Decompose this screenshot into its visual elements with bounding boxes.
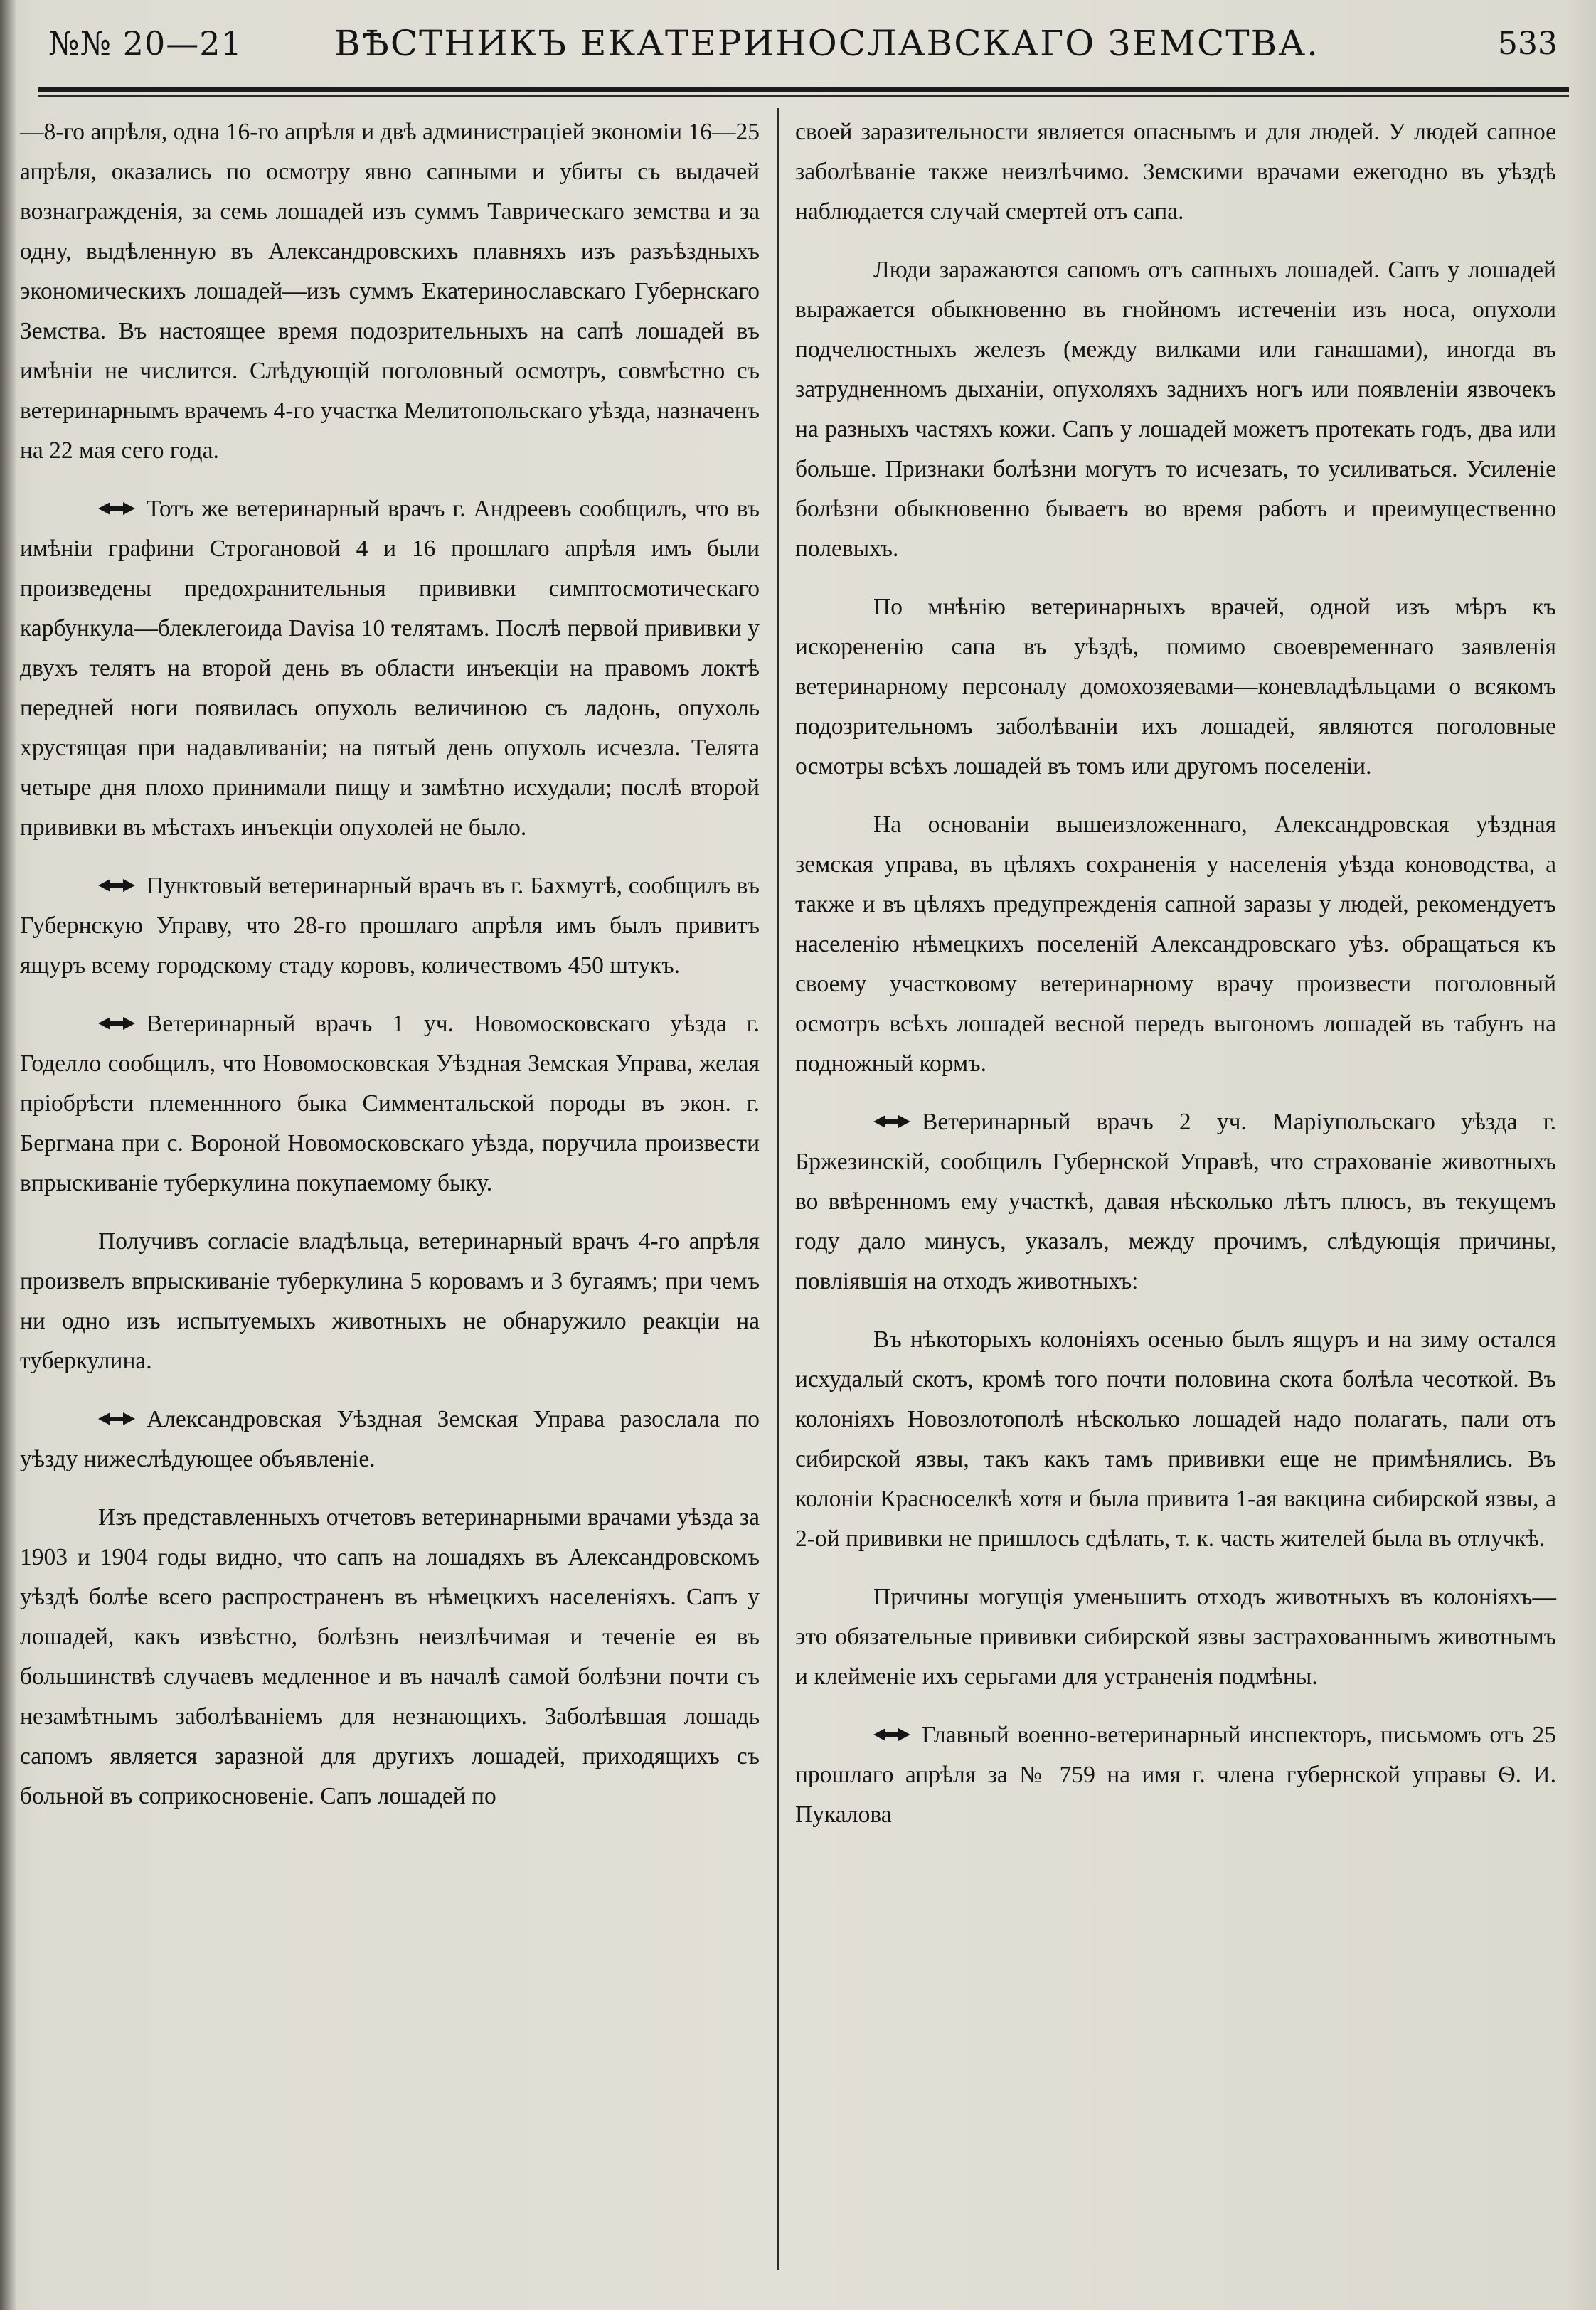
paragraph-text: Тотъ же ветеринарный врачъ г. Андреевъ сообщилъ, что въ имѣніи графини Строгановой 4 и 16 прошлаго апрѣля имъ были произведены предохранительныя прививки симптосмотическаго карбункула—блеклегоида Davisa 10 телятамъ. Послѣ первой прививки у двухъ телятъ на второй день въ области инъекціи на правомъ локтѣ передней ноги появилась опухоль величиною съ ладонь, опухоль хрустящая при надавливаніи; на пятый день опухоль исчезла. Телята четыре дня плохо принимали пищу и замѣтно исхудали; послѣ второй прививки въ мѣстахъ инъекціи опухолей не было. xyxy=(20,496,760,841)
paragraph-text: Причины могущія уменьшить отходъ животныхъ въ колоніяхъ—это обязательные прививки сибирской язвы застрахованнымъ животнымъ и клейменіе ихъ серьгами для устраненія подмѣны. xyxy=(795,1584,1556,1690)
left-paragraph-4 xyxy=(20,1004,760,1203)
page-number: 533 xyxy=(1498,26,1558,62)
page-header xyxy=(43,20,1565,70)
column-divider xyxy=(777,108,779,2270)
paragraph-text: По мнѣнію ветеринарныхъ врачей, одной изъ мѣръ къ искорененію сапа въ уѣздѣ, помимо своевременнаго заявленія ветеринарному персоналу домохозяевами—коневладѣльцами о всякомъ подозрительномъ заболѣваніи ихъ лошадей, являются поголовные осмотры всѣхъ лошадей въ томъ или другомъ поселеніи. xyxy=(795,594,1556,779)
paragraph-text: своей заразительности является опаснымъ и для людей. У людей сапное заболѣваніе также неизлѣчимо. Земскими врачами ежегодно въ уѣздѣ наблюдается случай смертей отъ сапа. xyxy=(795,119,1556,225)
header-rule-thick xyxy=(38,87,1569,92)
paragraph-text: Пунктовый ветеринарный врачъ въ г. Бахмутѣ, сообщилъ въ Губернскую Управу, что 28-го прошлаго апрѣля имъ былъ привитъ ящуръ всему городскому стаду коровъ, количествомъ 450 штукъ. xyxy=(20,873,760,979)
right-paragraph-6 xyxy=(795,1320,1556,1559)
journal-title: ВѢСТНИКЪ ЕКАТЕРИНОСЛАВСКАГО ЗЕМСТВА. xyxy=(334,23,1320,64)
paragraph-text: На основаніи вышеизложеннаго, Александровская уѣздная земская управа, въ цѣляхъ сохраненія у населенія уѣзда коноводства, а также и въ цѣляхъ предупрежденія сапной заразы у людей, рекомендуетъ населенію нѣмецкихъ поселеній Александровскаго уѣз. обращаться къ своему участковому ветеринарному врачу произвести поголовный осмотръ всѣхъ лошадей весной передъ выгономъ лошадей въ табунъ на подножный кормъ. xyxy=(795,811,1556,1077)
right-paragraph-8 xyxy=(795,1715,1556,1835)
left-paragraph-3 xyxy=(20,866,760,986)
paragraph-text: Въ нѣкоторыхъ колоніяхъ осенью былъ ящуръ и на зиму остался исхудалый скотъ, кромѣ того почти половина скота болѣла чесоткой. Въ колоніяхъ Новозлотополѣ нѣсколько лошадей надо полагать, пали отъ сибирской язвы, такъ какъ тамъ прививки еще не примѣнялись. Въ колоніи Красноселкѣ хотя и была привита 1-ая вакцина сибирской язвы, а 2-ой прививки не пришлось сдѣлать, т. к. часть жителей была въ отлучкѣ. xyxy=(795,1326,1556,1552)
left-column xyxy=(20,112,760,1835)
right-column xyxy=(795,112,1556,1853)
right-paragraph-2 xyxy=(795,250,1556,569)
paragraph-text: Ветеринарный врачъ 2 уч. Маріупольскаго уѣзда г. Бржезинскій, сообщилъ Губернской Управѣ, что страхованіе животныхъ во ввѣренномъ ему участкѣ, давая нѣсколько лѣтъ плюсъ, въ текущемъ году дало минусъ, указалъ, между прочимъ, слѣдующія причины, повліявшія на отходъ животныхъ: xyxy=(795,1109,1556,1294)
left-paragraph-6 xyxy=(20,1400,760,1479)
left-paragraph-7 xyxy=(20,1498,760,1816)
right-paragraph-3 xyxy=(795,587,1556,787)
left-paragraph-1 xyxy=(20,112,760,471)
paragraph-text: Получивъ согласіе владѣльца, ветеринарный врачъ 4-го апрѣля произвелъ впрыскиваніе туберкулина 5 коровамъ и 3 бугаямъ; при чемъ ни одно изъ испытуемыхъ животныхъ не обнаружило реакціи на туберкулина. xyxy=(20,1228,760,1374)
double-arrow-ornament-icon xyxy=(98,1016,135,1031)
right-paragraph-5 xyxy=(795,1102,1556,1302)
left-paragraph-5 xyxy=(20,1222,760,1381)
issue-number: №№ 20—21 xyxy=(48,24,243,63)
double-arrow-ornament-icon xyxy=(873,1114,910,1129)
right-paragraph-7 xyxy=(795,1577,1556,1697)
right-paragraph-1 xyxy=(795,112,1556,232)
paragraph-text: Изъ представленныхъ отчетовъ ветеринарными врачами уѣзда за 1903 и 1904 годы видно, что сапъ на лошадяхъ въ Александровскомъ уѣздѣ болѣе всего распространенъ въ нѣмецкихъ населеніяхъ. Сапъ у лошадей, какъ извѣстно, болѣзнь неизлѣчимая и теченіе ея въ большинствѣ случаевъ медленное и въ началѣ самой болѣзни почти съ незамѣтнымъ заболѣваніемъ для незнающихъ. Заболѣвшая лошадь сапомъ является заразной для другихъ лошадей, приходящихъ съ больной въ соприкосновеніе. Сапъ лошадей по xyxy=(20,1504,760,1809)
header-rule-thin xyxy=(38,95,1569,97)
left-paragraph-2 xyxy=(20,489,760,848)
double-arrow-ornament-icon xyxy=(98,878,135,893)
paragraph-text: Главный военно-ветеринарный инспекторъ, письмомъ отъ 25 прошлаго апрѣля за № 759 на имя г. члена губернской управы Ѳ. И. Пукалова xyxy=(795,1722,1556,1828)
double-arrow-ornament-icon xyxy=(98,501,135,516)
paragraph-text: Александровская Уѣздная Земская Управа разослала по уѣзду нижеслѣдующее объявленіе. xyxy=(20,1406,760,1472)
paragraph-text: Люди заражаются сапомъ отъ сапныхъ лошадей. Сапъ у лошадей выражается обыкновенно въ гнойномъ истеченіи изъ носа, опухоли подчелюстныхъ железъ (между вилками или ганашами), иногда въ затрудненномъ дыханіи, опухоляхъ заднихъ ногъ или появленіи язвочекъ на разныхъ частяхъ кожи. Сапъ у лошадей можетъ протекать годъ, два или больше. Признаки болѣзни могутъ то исчезать, то усиливаться. Усиленіе болѣзни обыкновенно бываетъ во время работъ и преимущественно полевыхъ. xyxy=(795,257,1556,562)
double-arrow-ornament-icon xyxy=(873,1728,910,1742)
double-arrow-ornament-icon xyxy=(98,1412,135,1426)
paragraph-text: Ветеринарный врачъ 1 уч. Новомосковскаго уѣзда г. Годелло сообщилъ, что Новомосковская Уѣздная Земская Управа, желая пріобрѣсти племеннного быка Симментальской породы въ экон. г. Бергмана при с. Вороной Новомосковскаго уѣзда, поручила произвести впрыскиваніе туберкулина покупаемому быку. xyxy=(20,1011,760,1196)
paragraph-text: —8-го апрѣля, одна 16-го апрѣля и двѣ администраціей экономіи 16—25 апрѣля, оказались по осмотру явно сапными и убиты съ выдачей вознагражденія, за семь лошадей изъ суммъ Таврическаго земства и за одну, выдѣленную въ Александровскихъ плавняхъ изъ разъѣздныхъ экономическихъ лошадей—изъ суммъ Екатеринославскаго Губернскаго Земства. Въ настоящее время подозрительныхъ на сапѣ лошадей въ имѣніи не числится. Слѣдующій поголовный осмотръ, совмѣстно съ ветеринарнымъ врачемъ 4-го участка Мелитопольскаго уѣзда, назначенъ на 22 мая сего года. xyxy=(20,119,760,464)
right-paragraph-4 xyxy=(795,805,1556,1084)
